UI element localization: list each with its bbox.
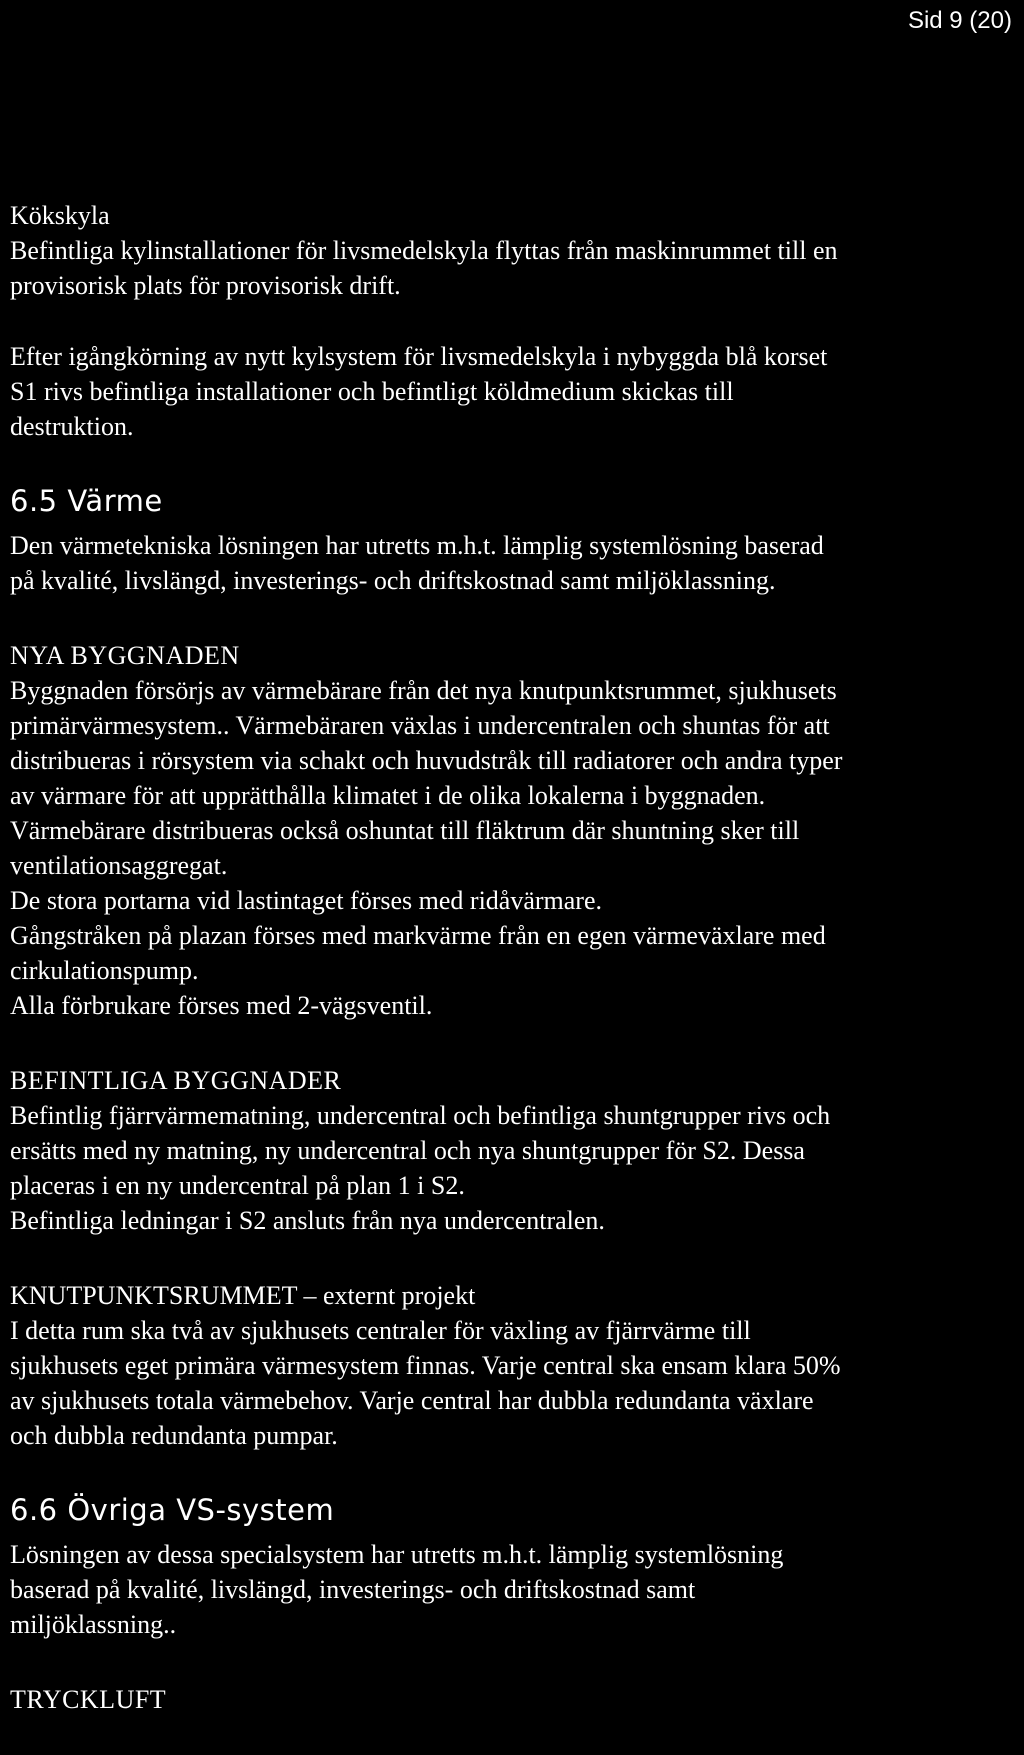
text-line: Den värmetekniska lösningen har utretts m.h.t. lämplig systemlösning baserad [10, 531, 824, 560]
text-line: TRYCKLUFT [10, 1685, 167, 1714]
paragraph-kokskyla-1 [10, 233, 1016, 303]
text-line: Befintliga ledningar i S2 ansluts från nya undercentralen. [10, 1206, 605, 1235]
section-kokskyla [10, 198, 1016, 444]
text-line: Befintliga kylinstallationer för livsmedelskyla flyttas från maskinrummet till en [10, 236, 838, 265]
subsection-title-tryckluft [10, 1682, 1016, 1717]
text-line: NYA BYGGNADEN [10, 641, 240, 670]
text-line: De stora portarna vid lastintaget förses med ridåvärmare. [10, 886, 602, 915]
text-line: placeras i en ny undercentral på plan 1 i S2. [10, 1171, 465, 1200]
section-varme [10, 482, 1016, 1453]
subsection-title-nya-byggnaden [10, 638, 1016, 673]
section-heading-ovriga-vs: 6.6 Övriga VS-system [10, 1493, 335, 1527]
paragraph-knutpunktsrummet [10, 1313, 1016, 1453]
text-line: destruktion. [10, 412, 134, 441]
text-line: och dubbla redundanta pumpar. [10, 1421, 338, 1450]
text-line: S1 rivs befintliga installationer och befintligt köldmedium skickas till [10, 377, 734, 406]
text-line: ventilationsaggregat. [10, 851, 228, 880]
text-line: Gångstråken på plazan förses med markvärme från en egen värmeväxlare med [10, 921, 826, 950]
text-line: miljöklassning.. [10, 1610, 177, 1639]
text-line: ersätts med ny matning, ny undercentral och nya shuntgrupper för S2. Dessa [10, 1136, 805, 1165]
section-heading-varme: 6.5 Värme [10, 484, 163, 518]
paragraph-varme-intro [10, 528, 1016, 598]
paragraph-befintliga-byggnader [10, 1098, 1016, 1238]
text-line: baserad på kvalité, livslängd, investerings- och driftskostnad samt [10, 1575, 696, 1604]
page-number: Sid 9 (20) [907, 7, 1012, 34]
text-line: cirkulationspump. [10, 956, 199, 985]
paragraph-nya-byggnaden [10, 673, 1016, 1023]
section-ovriga-vs [10, 1491, 1016, 1717]
text-line: distribueras i rörsystem via schakt och huvudstråk till radiatorer och andra typer [10, 746, 843, 775]
text-line: av sjukhusets totala värmebehov. Varje central har dubbla redundanta växlare [10, 1386, 814, 1415]
text-line: sjukhusets eget primära värmesystem finnas. Varje central ska ensam klara 50% [10, 1351, 841, 1380]
subsection-title-befintliga-byggnader [10, 1063, 1016, 1098]
text-line: I detta rum ska två av sjukhusets centraler för växling av fjärrvärme till [10, 1316, 751, 1345]
text-line: Efter igångkörning av nytt kylsystem för livsmedelskyla i nybyggda blå korset [10, 342, 828, 371]
text-line: BEFINTLIGA BYGGNADER [10, 1066, 342, 1095]
text-line: Lösningen av dessa specialsystem har utretts m.h.t. lämplig systemlösning [10, 1540, 784, 1569]
text-line: Befintlig fjärrvärmematning, undercentral och befintliga shuntgrupper rivs och [10, 1101, 831, 1130]
text-line: primärvärmesystem.. Värmebäraren växlas i undercentralen och shuntas för att [10, 711, 830, 740]
subsection-nya-byggnaden [10, 638, 1016, 1023]
subsection-title-knutpunktsrummet [10, 1278, 1016, 1313]
document-body [10, 198, 1016, 1717]
subsection-knutpunktsrummet [10, 1278, 1016, 1453]
text-line: Byggnaden försörjs av värmebärare från det nya knutpunktsrummet, sjukhusets [10, 676, 837, 705]
text-line: provisorisk plats för provisorisk drift. [10, 271, 401, 300]
text-line: på kvalité, livslängd, investerings- och driftskostnad samt miljöklassning. [10, 566, 776, 595]
text-line: Alla förbrukare förses med 2-vägsventil. [10, 991, 433, 1020]
text-line: Värmebärare distribueras också oshuntat till fläktrum där shuntning sker till [10, 816, 800, 845]
text-line: Kökskyla [10, 201, 110, 230]
text-line: av värmare för att upprätthålla klimatet i de olika lokalerna i byggnaden. [10, 781, 766, 810]
subsection-title-kokskyla [10, 198, 1016, 233]
text-line: KNUTPUNKTSRUMMET – externt projekt [10, 1281, 476, 1310]
paragraph-ovriga-vs-intro [10, 1537, 1016, 1642]
paragraph-kokskyla-2 [10, 339, 1016, 444]
subsection-befintliga-byggnader [10, 1063, 1016, 1238]
